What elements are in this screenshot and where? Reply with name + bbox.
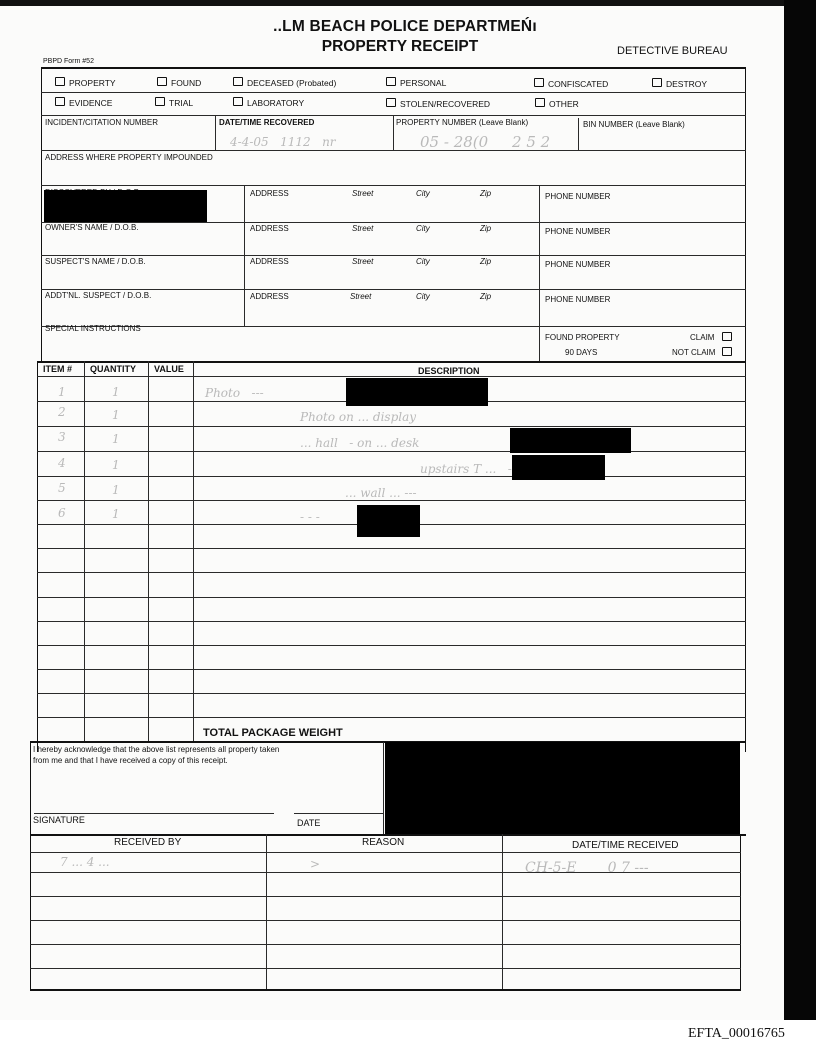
suspect-name-label: SUSPECT'S NAME / D.O.B.	[45, 257, 146, 266]
reason-header: REASON	[362, 837, 405, 848]
item-number-header: ITEM #	[43, 364, 73, 374]
date-time-recovered-label: DATE/TIME RECOVERED	[219, 118, 315, 127]
handwriting-mark: upstairs T ... -	[420, 462, 512, 476]
handwriting-mark: 5	[58, 481, 66, 495]
handwriting-mark: 1	[112, 385, 120, 399]
received-row-line	[30, 944, 741, 945]
checkbox-box[interactable]	[722, 347, 732, 356]
handwriting-mark: 1	[112, 483, 120, 497]
handwriting-mark: 1	[112, 507, 120, 521]
handwriting-mark: >	[310, 857, 321, 871]
address-label: ADDRESS	[250, 257, 289, 266]
form-number: PBPD Form #52	[43, 58, 94, 65]
total-package-weight-label: TOTAL PACKAGE WEIGHT	[203, 727, 343, 739]
checkbox-label: EVIDENCE	[69, 98, 113, 108]
handwriting-mark: CH-5-E 0 7 ---	[525, 860, 649, 876]
redaction-box	[44, 190, 207, 222]
redaction-box	[385, 742, 740, 836]
checkbox-box[interactable]	[535, 98, 545, 107]
redaction-box	[357, 505, 420, 537]
datetime-received-header: DATE/TIME RECEIVED	[572, 840, 679, 851]
street-label: Street	[350, 292, 372, 301]
handwriting-mark: ... wall ... ---	[345, 486, 417, 500]
address-label: ADDRESS	[250, 189, 289, 198]
received-row-line	[30, 920, 741, 921]
handwriting-mark: 1	[58, 385, 66, 399]
checkbox-box[interactable]	[55, 77, 65, 86]
handwriting-mark: Photo on ... display	[300, 410, 417, 424]
address-label: ADDRESS	[250, 224, 289, 233]
signature-label: SIGNATURE	[33, 815, 85, 825]
handwriting-mark: 2	[58, 405, 66, 419]
zip-label: Zip	[480, 257, 492, 266]
ninety-days-label: 90 DAYS	[565, 348, 598, 357]
claim-label: CLAIM	[690, 333, 715, 342]
received-row-line	[30, 852, 741, 853]
property-number-label: PROPERTY NUMBER (Leave Blank)	[396, 118, 529, 127]
description-header: DESCRIPTION	[418, 366, 480, 376]
handwriting-mark: 6	[58, 506, 66, 520]
received-row-line	[30, 968, 741, 969]
handwriting-mark: 1	[112, 408, 120, 422]
received-by-header: RECEIVED BY	[114, 837, 182, 848]
table-row-line	[37, 669, 746, 670]
city-label: City	[416, 257, 430, 266]
redaction-box	[510, 428, 631, 453]
received-row-line	[30, 896, 741, 897]
owner-name-label: OWNER'S NAME / D.O.B.	[45, 223, 139, 232]
checkbox-box[interactable]	[157, 77, 167, 86]
form-title: PROPERTY RECEIPT	[321, 38, 479, 55]
table-row-line	[37, 451, 746, 452]
handwriting-mark: 1	[112, 432, 120, 446]
document-id: EFTA_00016765	[688, 1026, 785, 1041]
checkbox-label: OTHER	[549, 99, 579, 109]
handwriting-mark: 3	[58, 430, 66, 444]
checkbox-label: STOLEN/RECOVERED	[400, 99, 491, 109]
table-row-line	[37, 426, 746, 427]
address-label: ADDRESS	[250, 292, 289, 301]
table-row-line	[37, 476, 746, 477]
handwriting-mark: 4-4-05 1112 nr	[230, 135, 336, 149]
table-row-line	[37, 597, 746, 598]
acknowledgment-line-2: from me and that I have received a copy of this receipt.	[33, 756, 228, 765]
value-header: VALUE	[154, 364, 184, 374]
handwriting-mark: 1	[112, 458, 120, 472]
checkbox-box[interactable]	[534, 78, 544, 87]
checkbox-label: LABORATORY	[247, 98, 305, 108]
department-title: ..LM BEACH POLICE DEPARTMEŃı	[273, 18, 537, 35]
table-row-line	[37, 621, 746, 622]
checkbox-label: DESTROY	[666, 79, 708, 89]
additional-suspect-label: ADDT'NL. SUSPECT / D.O.B.	[45, 291, 152, 300]
zip-label: Zip	[480, 189, 492, 198]
checkbox-label: TRIAL	[169, 98, 194, 108]
incident-number-label: INCIDENT/CITATION NUMBER	[45, 118, 159, 127]
checkbox-box[interactable]	[386, 77, 396, 86]
street-label: Street	[352, 224, 374, 233]
handwriting-mark: 7 ... 4 ...	[60, 855, 110, 869]
table-row-line	[37, 717, 746, 718]
street-label: Street	[352, 189, 374, 198]
checkbox-box[interactable]	[55, 97, 65, 106]
found-property-label: FOUND PROPERTY	[545, 333, 620, 342]
date-label: DATE	[297, 818, 321, 828]
table-row-line	[37, 572, 746, 573]
address-impounded-label: ADDRESS WHERE PROPERTY IMPOUNDED	[45, 153, 213, 162]
checkbox-box[interactable]	[233, 97, 243, 106]
phone-label: PHONE NUMBER	[545, 192, 611, 201]
handwriting-mark: 05 - 28(0 2 5 2	[420, 133, 551, 151]
checkbox-box[interactable]	[233, 77, 243, 86]
checkbox-box[interactable]	[722, 332, 732, 341]
table-row-line	[37, 500, 746, 501]
handwriting-mark: Photo ---	[205, 386, 264, 400]
checkbox-box[interactable]	[155, 97, 165, 106]
zip-label: Zip	[480, 224, 492, 233]
bin-number-label: BIN NUMBER (Leave Blank)	[583, 120, 685, 129]
not-claim-label: NOT CLAIM	[672, 348, 716, 357]
street-label: Street	[352, 257, 374, 266]
scan-edge-bar	[784, 0, 816, 1020]
redaction-box	[346, 378, 488, 406]
handwriting-mark: 4	[58, 456, 66, 470]
checkbox-label: PROPERTY	[69, 78, 116, 88]
phone-label: PHONE NUMBER	[545, 295, 611, 304]
checkbox-box[interactable]	[386, 98, 396, 107]
checkbox-label: FOUND	[171, 78, 202, 88]
phone-label: PHONE NUMBER	[545, 260, 611, 269]
handwriting-mark: - - -	[300, 510, 320, 524]
special-instructions-label: SPECIAL INSTRUCTIONS	[45, 324, 141, 333]
checkbox-box[interactable]	[652, 78, 662, 87]
zip-label: Zip	[480, 292, 492, 301]
top-edge	[0, 0, 784, 6]
checkbox-label: CONFISCATED	[548, 79, 609, 89]
quantity-header: QUANTITY	[90, 364, 136, 374]
bureau-label: DETECTIVE BUREAU	[617, 45, 728, 57]
table-row-line	[37, 693, 746, 694]
acknowledgment-line-1: I hereby acknowledge that the above list represents all property taken	[33, 745, 280, 754]
city-label: City	[416, 292, 430, 301]
phone-label: PHONE NUMBER	[545, 227, 611, 236]
checkbox-label: PERSONAL	[400, 78, 447, 88]
table-row-line	[37, 645, 746, 646]
redaction-box	[512, 455, 605, 480]
city-label: City	[416, 189, 430, 198]
city-label: City	[416, 224, 430, 233]
checkbox-label: DECEASED (Probated)	[247, 78, 337, 88]
table-row-line	[37, 376, 746, 377]
handwriting-mark: ... hall - on ... desk	[300, 436, 420, 450]
table-row-line	[37, 548, 746, 549]
